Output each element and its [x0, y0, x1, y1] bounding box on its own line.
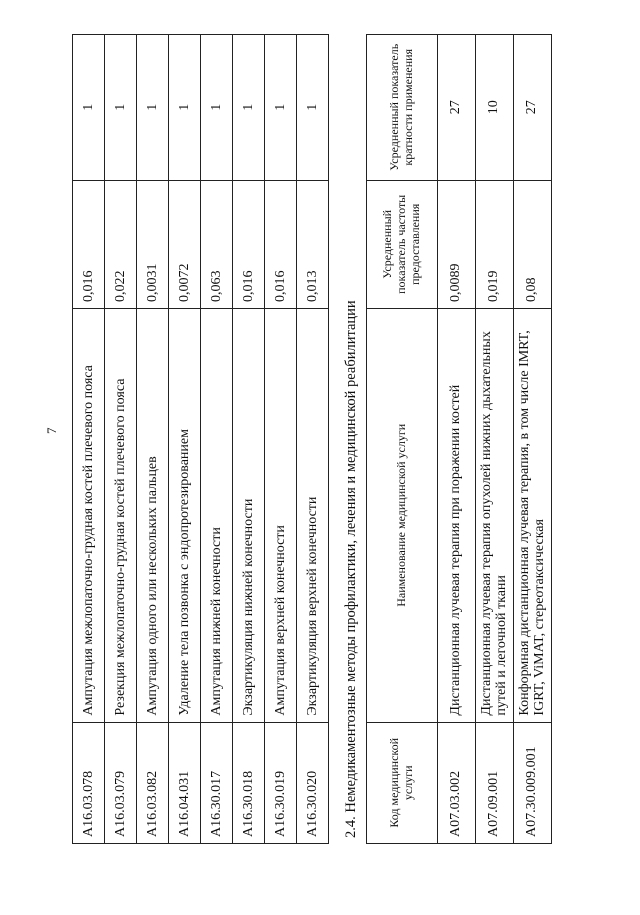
service-code: A16.03.082: [137, 722, 169, 843]
service-name: Ампутация одного или нескольких пальцев: [137, 309, 169, 723]
table-row: [297, 35, 329, 844]
service-multiplicity: 1: [73, 35, 105, 181]
service-frequency: 0,016: [73, 180, 105, 308]
table-row: [169, 35, 201, 844]
service-multiplicity: 1: [201, 35, 233, 181]
table-row: [233, 35, 265, 844]
service-name: Ампутация верхней конечности: [265, 309, 297, 723]
service-multiplicity: 10: [476, 35, 514, 181]
header-frequency: Усредненный показатель частоты предоставления: [367, 180, 438, 308]
table-row: [137, 35, 169, 844]
service-code: A16.30.019: [265, 722, 297, 843]
service-name: Дистанционная лучевая терапия при поражении костей: [438, 309, 476, 723]
service-name: Ампутация межлопаточно-грудная костей плечевого пояса: [73, 309, 105, 723]
service-code: A16.03.078: [73, 722, 105, 843]
header-code: Код медицинской услуги: [367, 722, 438, 843]
header-name: Наименование медицинской услуги: [367, 309, 438, 723]
table-row: [73, 35, 105, 844]
service-code: A16.30.020: [297, 722, 329, 843]
service-name: Резекция межлопаточно-грудная костей плечевого пояса: [105, 309, 137, 723]
service-name: Дистанционная лучевая терапия опухолей нижних дыхательных путей и легочной ткани: [476, 309, 514, 723]
service-frequency: 0,08: [514, 180, 552, 308]
service-code: A16.04.031: [169, 722, 201, 843]
service-multiplicity: 1: [105, 35, 137, 181]
service-frequency: 0,0089: [438, 180, 476, 308]
service-multiplicity: 1: [297, 35, 329, 181]
service-frequency: 0,019: [476, 180, 514, 308]
service-code: A16.03.079: [105, 722, 137, 843]
service-frequency: 0,063: [201, 180, 233, 308]
table-row: [265, 35, 297, 844]
services-table-nonmedication: [366, 34, 552, 844]
table-row: [105, 35, 137, 844]
service-multiplicity: 27: [438, 35, 476, 181]
table-row: [476, 35, 514, 844]
table-row: [438, 35, 476, 844]
service-code: A07.03.002: [438, 722, 476, 843]
section-title: 2.4. Немедикаментозные методы профилактики, лечения и медицинской реабилитации: [343, 300, 359, 838]
page-number: 7: [44, 427, 59, 434]
service-multiplicity: 27: [514, 35, 552, 181]
table-row: [201, 35, 233, 844]
service-name: Удаление тела позвонка с эндопротезированием: [169, 309, 201, 723]
service-frequency: 0,016: [265, 180, 297, 308]
service-code: A07.30.009.001: [514, 722, 552, 843]
service-code: A07.09.001: [476, 722, 514, 843]
service-frequency: 0,013: [297, 180, 329, 308]
service-name: Конформная дистанционная лучевая терапия, в том числе IMRT, IGRT, ViMAT, стереотаксическая: [514, 309, 552, 723]
service-name: Экзартикуляция верхней конечности: [297, 309, 329, 723]
service-frequency: 0,016: [233, 180, 265, 308]
table-header-row: [367, 35, 438, 844]
service-code: A16.30.017: [201, 722, 233, 843]
service-name: Ампутация нижней конечности: [201, 309, 233, 723]
service-multiplicity: 1: [169, 35, 201, 181]
service-frequency: 0,022: [105, 180, 137, 308]
service-frequency: 0,0072: [169, 180, 201, 308]
service-multiplicity: 1: [265, 35, 297, 181]
service-name: Экзартикуляция нижней конечности: [233, 309, 265, 723]
service-multiplicity: 1: [137, 35, 169, 181]
services-table-surgery: [72, 34, 329, 844]
service-code: A16.30.018: [233, 722, 265, 843]
table-row: [514, 35, 552, 844]
header-multiplicity: Усредненный показатель кратности применения: [367, 35, 438, 181]
service-frequency: 0,0031: [137, 180, 169, 308]
service-multiplicity: 1: [233, 35, 265, 181]
